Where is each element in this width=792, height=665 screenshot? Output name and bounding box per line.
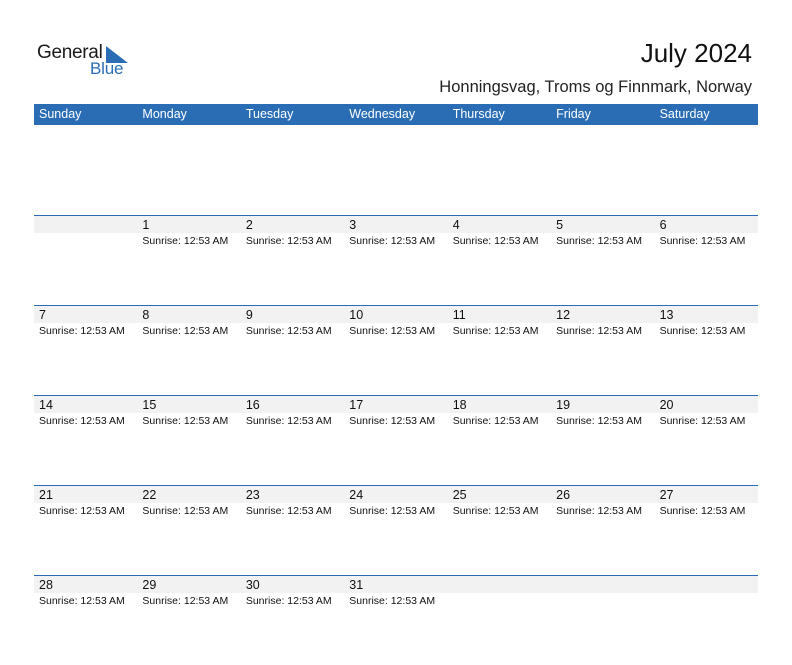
week-cells [34,575,758,663]
sunrise-text: Sunrise: 12:53 AM [659,235,746,247]
day-cell [34,215,137,303]
day-cell [344,395,447,483]
weekday-sunday: Sunday [39,107,82,121]
day-cell [137,215,240,303]
day-number: 15 [142,398,157,412]
sunrise-text: Sunrise: 12:53 AM [452,325,539,337]
sunrise-text: Sunrise: 12:53 AM [39,325,125,337]
weekday-wednesday: Wednesday [349,107,416,121]
day-cell [34,485,137,573]
calendar-week [34,395,758,485]
weekday-friday: Friday [556,107,591,121]
sunrise-text: Sunrise: 12:53 AM [39,595,125,607]
day-cell [655,305,758,393]
day-number: 18 [452,398,467,412]
day-cell [241,485,344,573]
calendar-week [34,575,758,665]
sunrise-text: Sunrise: 12:53 AM [245,415,332,427]
sunrise-text: Sunrise: 12:53 AM [142,325,229,337]
logo-text-blue: Blue [90,59,124,78]
week-cells [34,215,758,303]
sunrise-text: Sunrise: 12:53 AM [556,415,642,427]
day-number: 12 [556,308,571,322]
day-number: 24 [349,488,364,502]
week-cells [34,395,758,483]
day-number: 26 [556,488,571,502]
sunrise-text: Sunrise: 12:53 AM [349,595,436,607]
sunrise-text: Sunrise: 12:53 AM [349,415,436,427]
day-cell [344,575,447,663]
day-cell [34,575,137,663]
day-number: 2 [245,218,253,232]
sunrise-text: Sunrise: 12:53 AM [349,325,436,337]
day-cell [655,485,758,573]
day-cell [655,215,758,303]
day-number: 9 [245,308,253,322]
day-number: 27 [659,488,674,502]
day-number: 1 [142,218,150,232]
day-number: 21 [39,488,53,502]
sunrise-text: Sunrise: 12:53 AM [659,415,746,427]
day-cell [655,575,758,663]
sunrise-text: Sunrise: 12:53 AM [556,505,642,517]
day-cell [344,485,447,573]
sunrise-text: Sunrise: 12:53 AM [556,235,642,247]
day-number: 10 [349,308,364,322]
week-cells [34,485,758,573]
day-cell [241,575,344,663]
day-cell [448,215,551,303]
weekday-header [34,104,758,125]
weekday-thursday: Thursday [452,107,505,121]
sunrise-text: Sunrise: 12:53 AM [659,505,746,517]
day-number: 14 [39,398,53,412]
sunrise-text: Sunrise: 12:53 AM [39,415,125,427]
day-cell [137,395,240,483]
week-cells [34,305,758,393]
day-number: 28 [39,578,53,592]
weekday-monday: Monday [142,107,187,121]
day-cell [448,395,551,483]
page-title: July 2024 [640,38,752,68]
day-cell [448,305,551,393]
sunrise-text: Sunrise: 12:53 AM [142,415,229,427]
day-cell [551,305,654,393]
sunrise-text: Sunrise: 12:53 AM [452,235,539,247]
sunrise-text: Sunrise: 12:53 AM [245,235,332,247]
day-cell [34,395,137,483]
day-cell [137,575,240,663]
day-number: 19 [556,398,571,412]
day-number: 29 [142,578,157,592]
logo [37,42,137,82]
day-number: 5 [556,218,564,232]
day-number: 8 [142,308,150,322]
sunrise-text: Sunrise: 12:53 AM [659,325,746,337]
sunrise-text: Sunrise: 12:53 AM [245,595,332,607]
sunrise-text: Sunrise: 12:53 AM [349,505,436,517]
sunrise-text: Sunrise: 12:53 AM [142,235,229,247]
day-number: 13 [659,308,674,322]
calendar-week [34,305,758,395]
day-number: 4 [452,218,460,232]
weekday-saturday: Saturday [659,107,710,121]
day-number: 16 [245,398,260,412]
day-cell [551,485,654,573]
day-cell [551,395,654,483]
day-cell [241,395,344,483]
calendar-week [34,485,758,575]
weekday-tuesday: Tuesday [245,107,294,121]
location-subtitle: Honningsvag, Troms og Finnmark, Norway [439,78,752,96]
calendar-grid [34,104,758,607]
day-number: 25 [452,488,467,502]
day-number: 20 [659,398,674,412]
day-cell [137,305,240,393]
sunrise-text: Sunrise: 12:53 AM [452,415,539,427]
day-number: 3 [349,218,357,232]
day-cell [551,575,654,663]
day-cell [241,305,344,393]
sunrise-text: Sunrise: 12:53 AM [349,235,436,247]
day-cell [34,305,137,393]
day-number: 6 [659,218,667,232]
day-number: 17 [349,398,364,412]
sunrise-text: Sunrise: 12:53 AM [556,325,642,337]
day-number: 22 [142,488,157,502]
sunrise-text: Sunrise: 12:53 AM [245,505,332,517]
calendar-week [34,215,758,305]
day-number: 31 [349,578,364,592]
day-cell [241,215,344,303]
day-cell [551,215,654,303]
sunrise-text: Sunrise: 12:53 AM [142,505,229,517]
day-number: 11 [452,308,466,322]
sunrise-text: Sunrise: 12:53 AM [142,595,229,607]
day-number: 30 [245,578,260,592]
day-number: 7 [39,308,46,322]
day-cell [344,215,447,303]
logo-text-general: General [37,42,103,63]
sunrise-text: Sunrise: 12:53 AM [245,325,332,337]
day-cell [655,395,758,483]
day-cell [448,575,551,663]
day-cell [448,485,551,573]
day-cell [137,485,240,573]
day-number: 23 [245,488,260,502]
day-cell [344,305,447,393]
sunrise-text: Sunrise: 12:53 AM [39,505,125,517]
sunrise-text: Sunrise: 12:53 AM [452,505,539,517]
